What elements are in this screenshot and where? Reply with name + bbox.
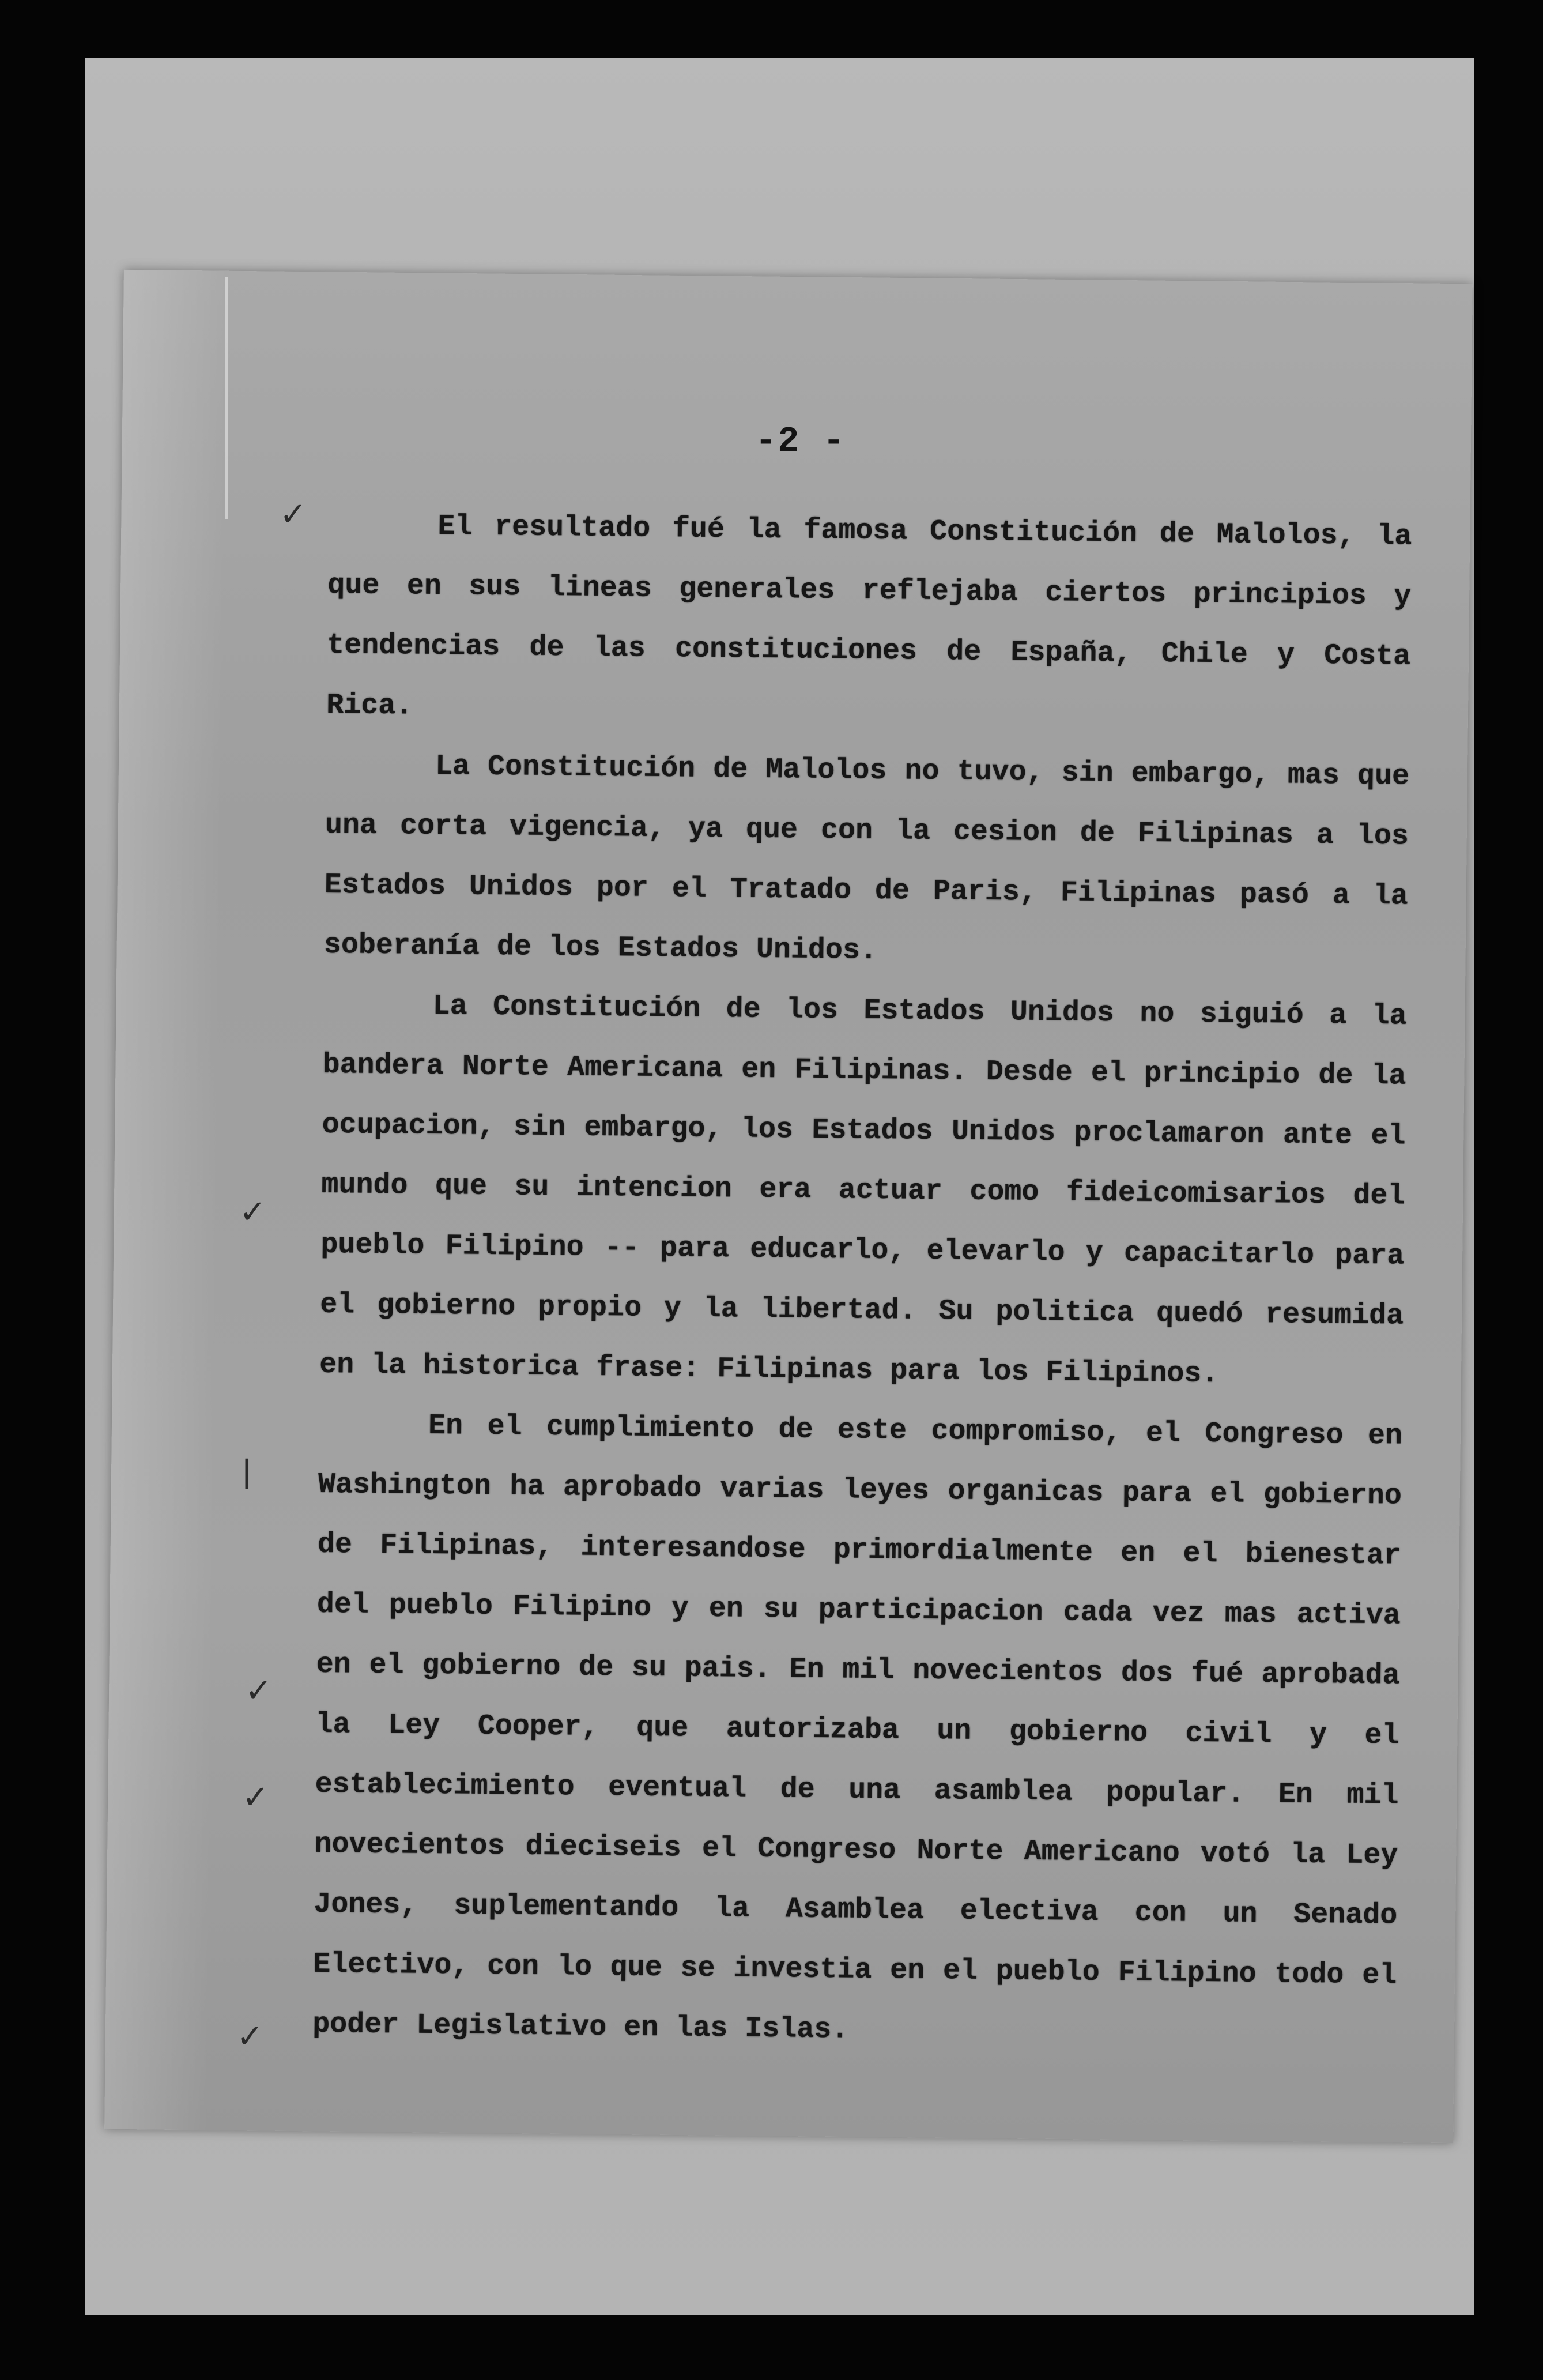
margin-check-mark: ✓ <box>280 496 307 533</box>
document-body <box>312 496 1412 2066</box>
paragraph: La Constitución de los Estados Unidos no siguió a la bandera Norte Americana en Filipinas. Desde el principio de la ocupacion, sin embargo, los Estados Unidos proclamaron ante el mundo que su intencion era actuar como fideicomisarios del pueblo Filipino -- para educarlo, elevarlo y capacitarlo para el gobierno propio y la libertad. Su politica quedó resumida en la historica frase: Filipinas para los Filipinos. <box>319 989 1407 1391</box>
margin-check-mark: ✓ <box>245 1672 272 1709</box>
margin-tick-mark: ǀ <box>242 1453 252 1490</box>
margin-check-mark: ✓ <box>242 1779 269 1816</box>
paragraph: La Constitución de Malolos no tuvo, sin embargo, mas que una corta vigencia, ya que con la cesion de Filipinas a los Estados Unidos por el Tratado de Paris, Filipinas pasó a la soberanía de los Estados Unidos. <box>323 750 1410 968</box>
paper-crease <box>225 277 228 519</box>
margin-check-mark: ✓ <box>239 1193 266 1231</box>
paragraph: El resultado fué la famosa Constitución de Malolos, la que en sus lineas generales reflejaba ciertos principios y tendencias de las constituciones de España, Chile y Costa Rica. <box>326 510 1412 723</box>
paragraph: En el cumplimiento de este compromiso, el Congreso en Washington ha aprobado varias leyes organicas para el gobierno de Filipinas, interesandose primordialmente en el bienestar del pueblo Filipino y en su participacion cada vez mas activa en el gobierno de su pais. En mil novecientos dos fué aprobada la Ley Cooper, que autorizaba un gobierno civil y el establecimiento eventual de una asamblea popular. En mil novecientos dieciseis el Congreso Norte Americano votó la Ley Jones, suplementando la Asamblea electiva con un Senado Electivo, con lo que se investia en el pueblo Filipino todo el poder Legislativo en las Islas. <box>312 1409 1403 2047</box>
page-number: -2 - <box>755 421 846 462</box>
margin-check-mark: ✓ <box>236 2018 263 2055</box>
